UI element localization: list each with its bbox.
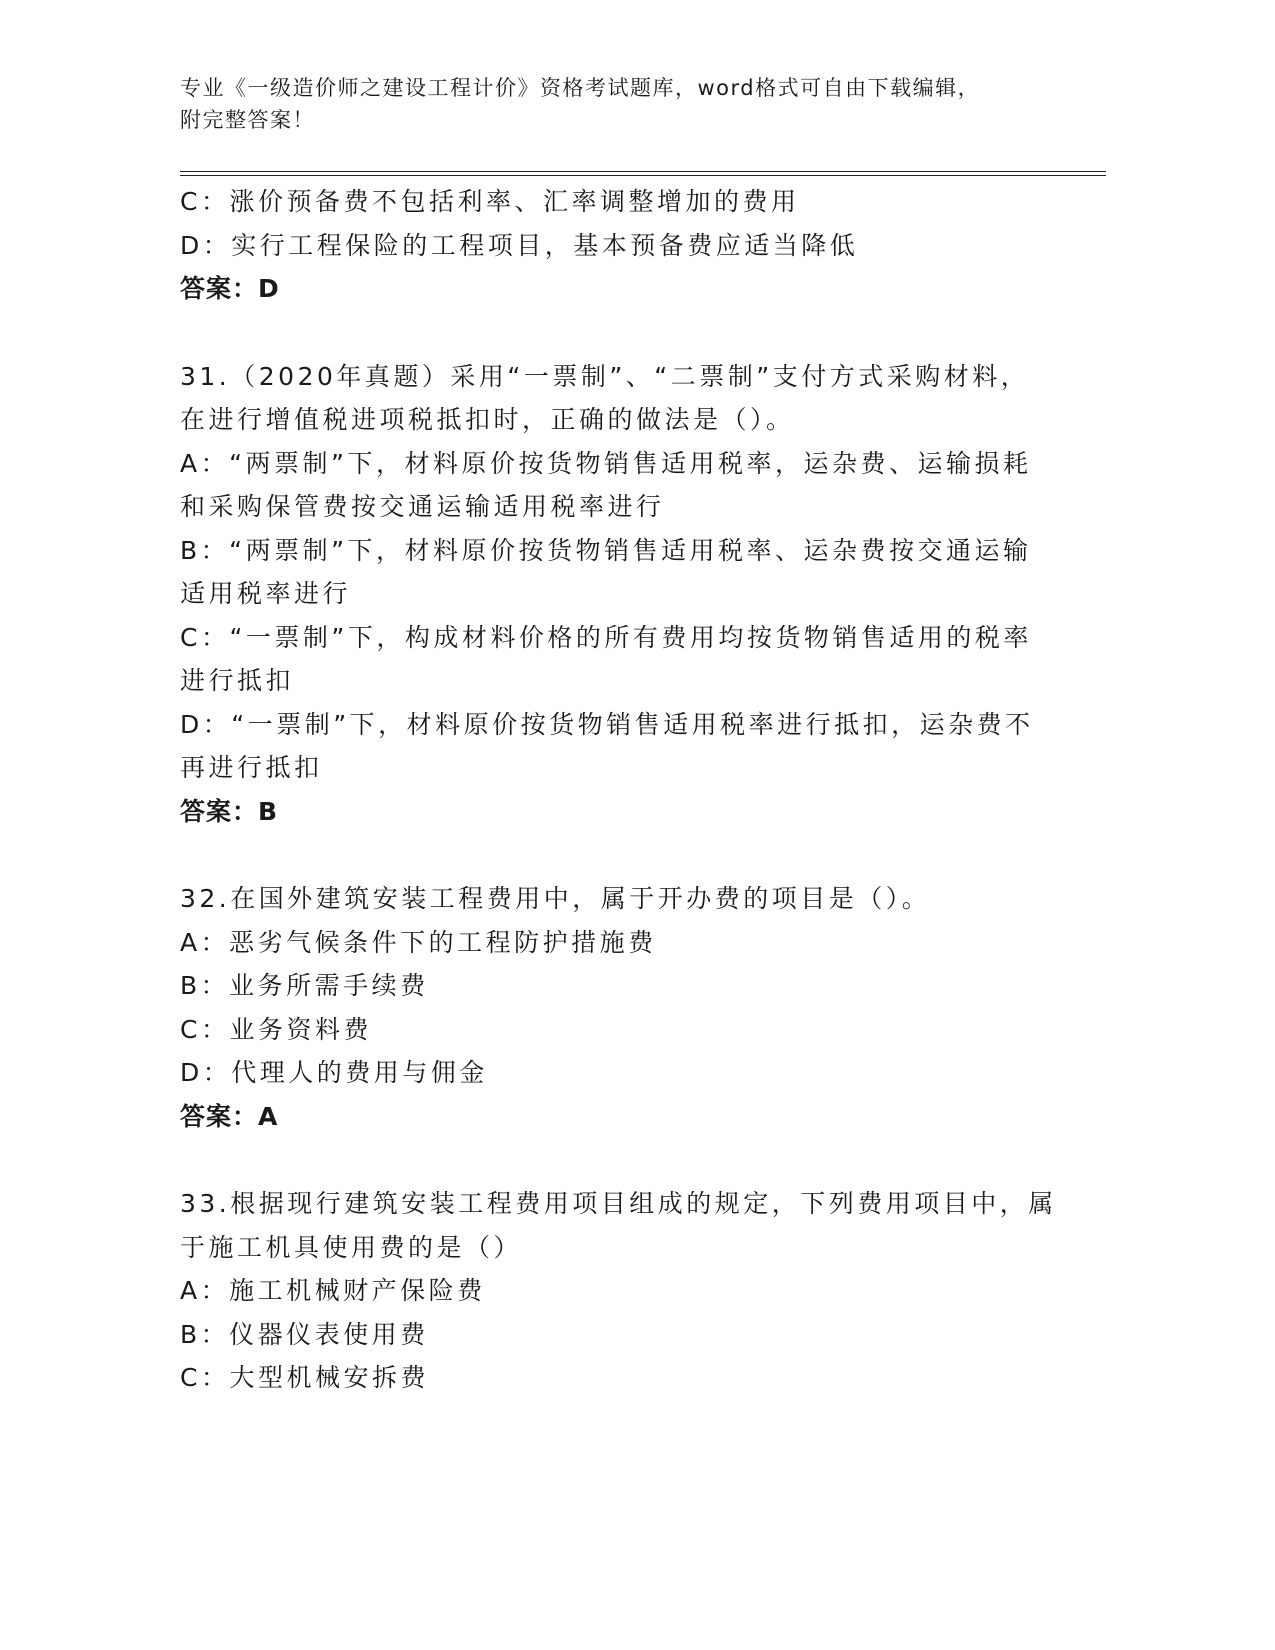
header-divider — [180, 171, 1106, 176]
spacer — [180, 311, 1040, 355]
option-b-line-2: 适用税率进行 — [180, 579, 352, 608]
answer: 答案：A — [180, 1101, 279, 1131]
option-a-line-2: 和采购保管费按交通运输适用税率进行 — [180, 492, 665, 521]
option-d-line-2: 再进行抵扣 — [180, 753, 323, 782]
question-33 — [180, 1182, 1057, 1400]
question-31 — [180, 355, 1040, 834]
header-line-2: 附完整答案！ — [180, 108, 315, 132]
option-d-line-1: D：“一票制”下，材料原价按货物销售适用税率进行抵扣，运杂费不 — [180, 709, 1034, 739]
option-b: B：业务所需手续费 — [180, 971, 429, 1000]
option-d: D：实行工程保险的工程项目，基本预备费应适当降低 — [180, 230, 859, 260]
option-b: B：仪器仪表使用费 — [180, 1319, 429, 1349]
answer: 答案：B — [180, 796, 279, 826]
question-30 — [180, 180, 1040, 311]
spacer — [180, 1138, 1040, 1182]
answer: 答案：D — [180, 274, 280, 303]
question-stem: 32.在国外建筑安装工程费用中，属于开办费的项目是（）。 — [180, 884, 931, 913]
question-stem-line-1: 31.（2020年真题）采用“一票制”、“二票制”支付方式采购材料， — [180, 361, 1030, 391]
option-c: C：涨价预备费不包括利率、汇率调整增加的费用 — [180, 187, 800, 216]
option-c-line-2: 进行抵扣 — [180, 666, 295, 695]
question-stem-line-2: 在进行增值税进项税抵扣时，正确的做法是（）。 — [180, 405, 795, 434]
question-32 — [180, 877, 1040, 1138]
option-c: C：业务资料费 — [180, 1014, 372, 1044]
option-d: D：代理人的费用与佣金 — [180, 1058, 488, 1087]
option-b-line-1: B：“两票制”下，材料原价按货物销售适用税率、运杂费按交通运输 — [180, 535, 1032, 565]
question-content — [180, 180, 1057, 1400]
header-line-1: 专业《一级造价师之建设工程计价》资格考试题库，word格式可自由下载编辑， — [180, 76, 981, 100]
option-a-line-1: A：“两票制”下，材料原价按货物销售适用税率，运杂费、运输损耗 — [180, 448, 1032, 478]
option-c-line-1: C：“一票制”下，构成材料价格的所有费用均按货物销售适用的税率 — [180, 622, 1032, 652]
question-stem-line-1: 33.根据现行建筑安装工程费用项目组成的规定，下列费用项目中，属 — [180, 1189, 1057, 1218]
spacer — [180, 833, 1040, 877]
option-a: A：恶劣气候条件下的工程防护措施费 — [180, 927, 657, 957]
document-header — [180, 72, 1100, 136]
question-stem-line-2: 于施工机具使用费的是（） — [180, 1232, 523, 1262]
option-a: A：施工机械财产保险费 — [180, 1276, 486, 1305]
option-c: C：大型机械安拆费 — [180, 1363, 429, 1392]
